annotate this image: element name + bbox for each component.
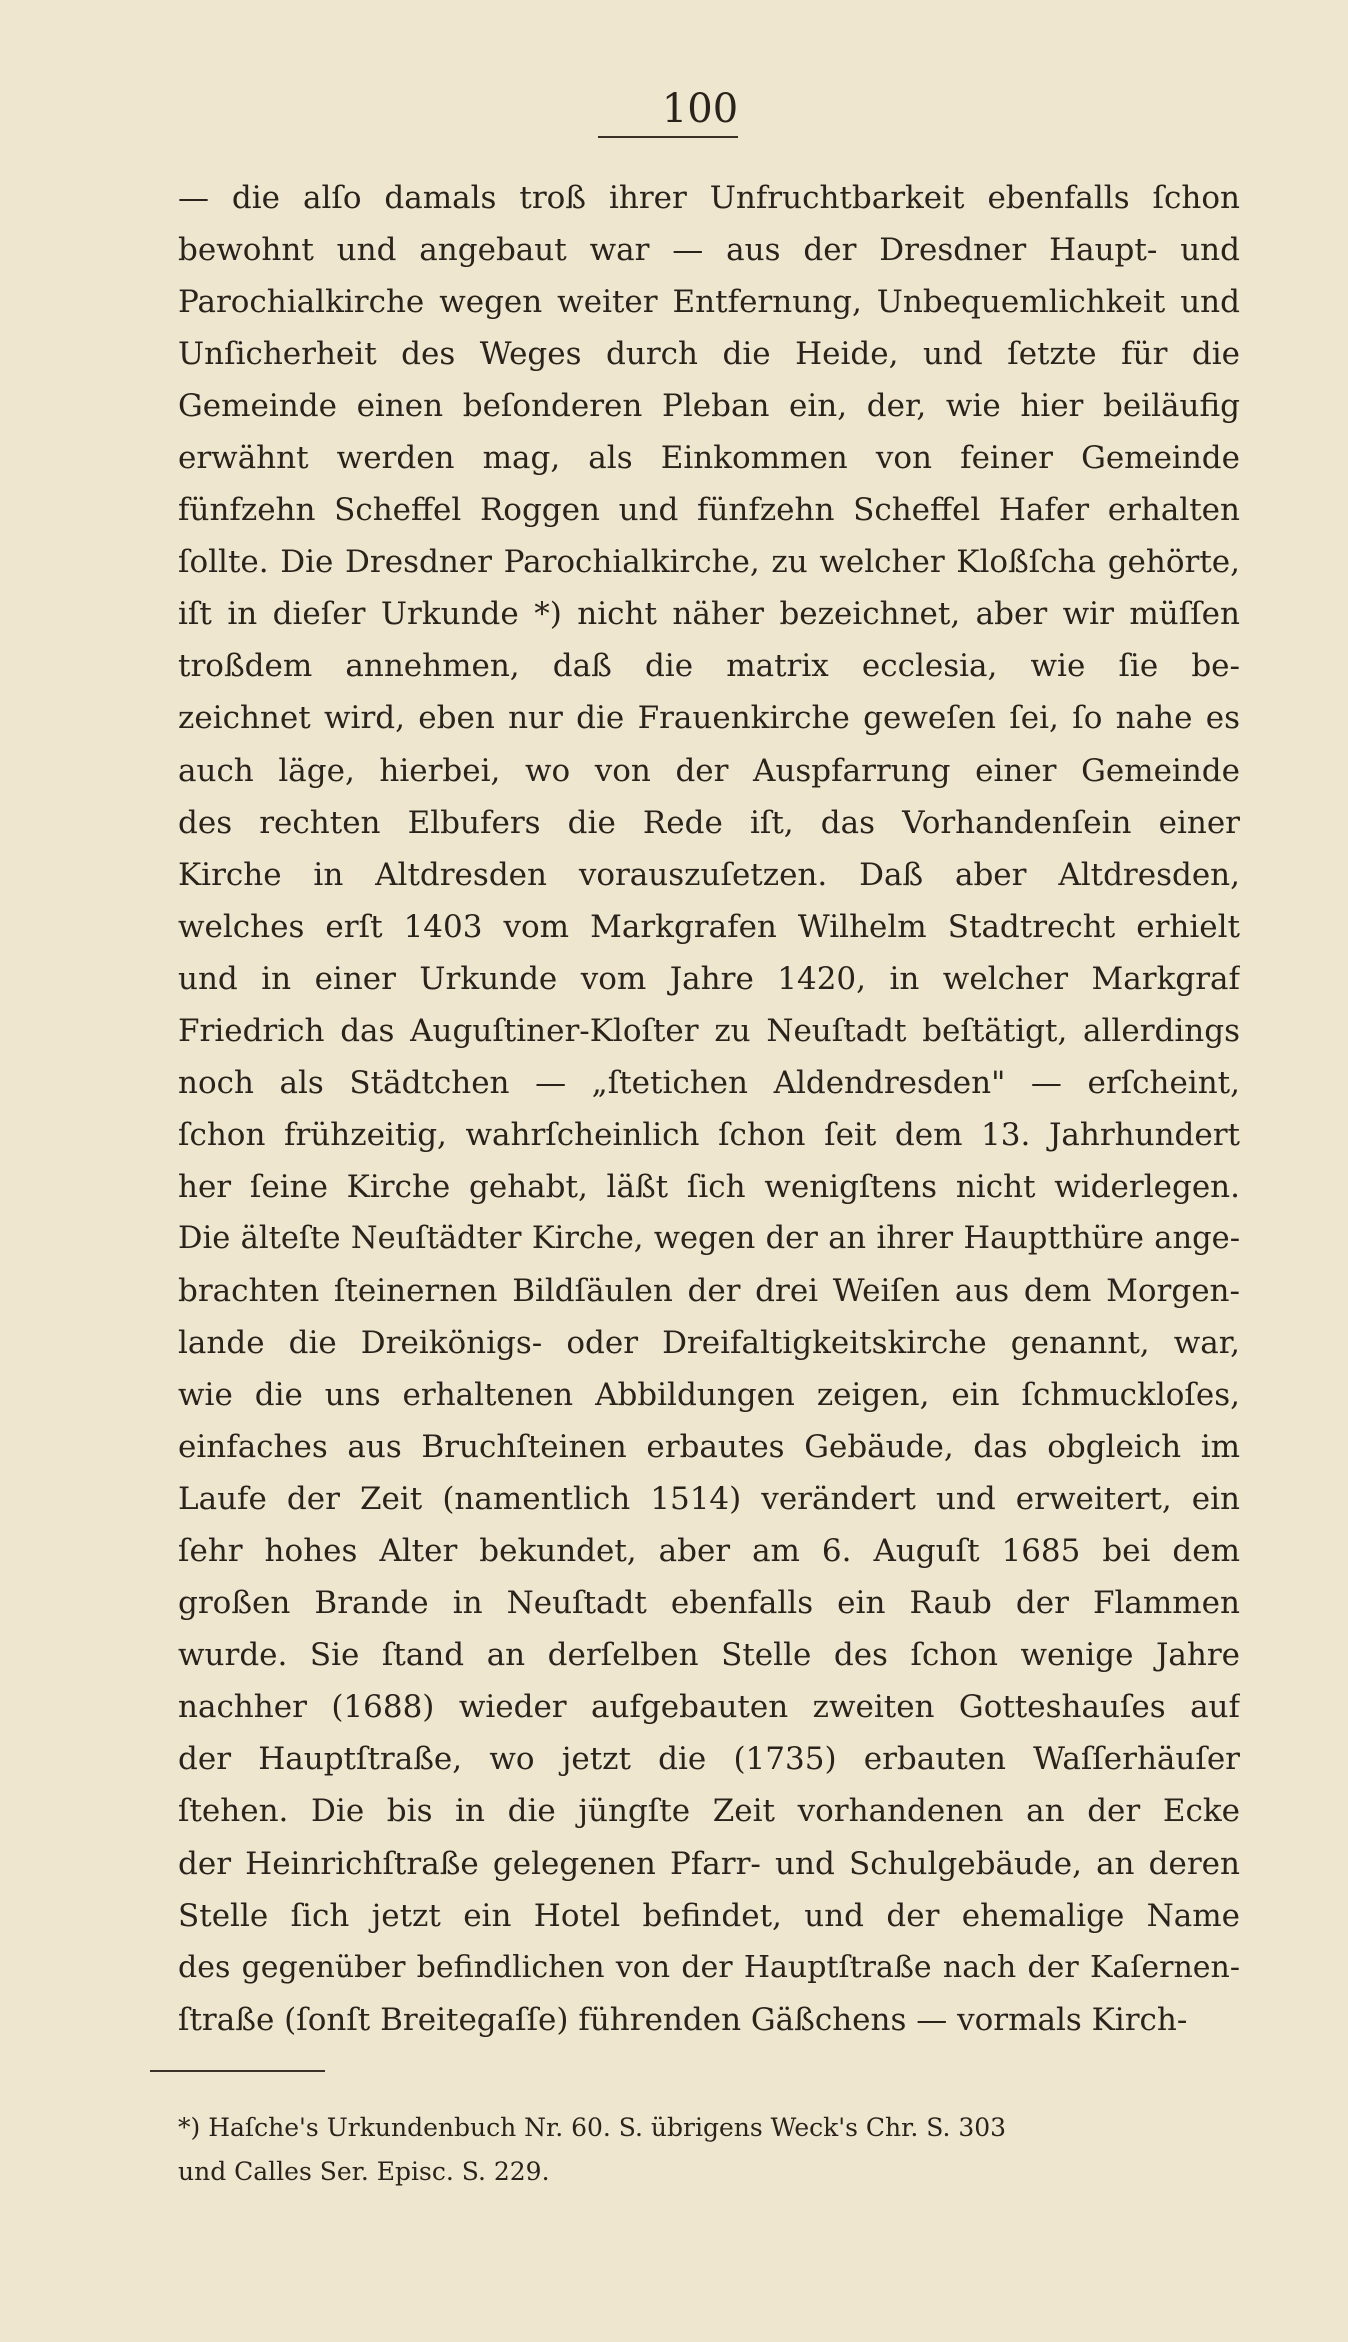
text-line: zeichnet wird, eben nur die Frauenkirche geweſen ſei, ſo nahe es	[178, 700, 1240, 737]
text-line: Friedrich das Auguſtiner-Kloſter zu Neuſtadt beſtätigt, allerdings	[178, 1012, 1240, 1049]
footnote	[178, 2106, 1240, 2194]
text-line: des rechten Elbufers die Rede iſt, das Vorhandenſein einer	[178, 804, 1240, 841]
text-line: wurde. Sie ſtand an derſelben Stelle des ſchon wenige Jahre	[178, 1637, 1240, 1674]
text-line: erwähnt werden mag, als Einkommen von feiner Gemeinde	[178, 440, 1240, 477]
text-line: — die alſo damals troß ihrer Unfruchtbarkeit ebenfalls ſchon	[178, 180, 1240, 216]
text-line: her ſeine Kirche gehabt, läßt ſich wenigſtens nicht widerlegen.	[178, 1168, 1240, 1205]
text-line: fünfzehn Scheffel Roggen und fünfzehn Scheffel Hafer erhalten	[178, 492, 1240, 529]
text-line: ſollte. Die Dresdner Parochialkirche, zu welcher Kloßſcha gehörte,	[178, 544, 1240, 581]
footnote-line: und Calles Ser. Episc. S. 229.	[178, 2157, 550, 2186]
text-line: der Heinrichſtraße gelegenen Pfarr- und Schulgebäude, an deren	[178, 1845, 1240, 1882]
text-line: des gegenüber befindlichen von der Hauptſtraße nach der Kaſernen-	[178, 1949, 1240, 1985]
text-line: der Hauptſtraße, wo jetzt die (1735) erbauten Waſſerhäuſer	[178, 1741, 1240, 1778]
header-rule	[598, 136, 738, 138]
text-line: welches erſt 1403 vom Markgrafen Wilhelm Stadtrecht erhielt	[178, 908, 1240, 945]
text-line: auch läge, hierbei, wo von der Auspfarrung einer Gemeinde	[178, 752, 1240, 789]
text-line: ſehr hohes Alter bekundet, aber am 6. Auguſt 1685 bei dem	[178, 1533, 1240, 1570]
text-line: ſtehen. Die bis in die jüngſte Zeit vorhandenen an der Ecke	[178, 1793, 1240, 1830]
text-line: Unſicherheit des Weges durch die Heide, und ſetzte für die	[178, 336, 1240, 373]
text-line: bewohnt und angebaut war — aus der Dresdner Haupt- und	[178, 232, 1240, 269]
text-line: troßdem annehmen, daß die matrix ecclesia, wie ſie be-	[178, 648, 1240, 685]
text-line: brachten ſteinernen Bildſäulen der drei Weiſen aus dem Morgen-	[178, 1272, 1240, 1309]
text-line: Laufe der Zeit (namentlich 1514) verändert und erweitert, ein	[178, 1481, 1240, 1518]
text-line: noch als Städtchen — „ſtetichen Aldendresden" — erſcheint,	[178, 1064, 1240, 1101]
text-line: ſtraße (ſonſt Breitegaſſe) führenden Gäßchens — vormals Kirch-	[178, 2001, 1188, 2038]
text-line: wie die uns erhaltenen Abbildungen zeigen, ein ſchmuckloſes,	[178, 1377, 1240, 1414]
text-line: Kirche in Altdresden vorauszuſetzen. Daß aber Altdresden,	[178, 856, 1240, 893]
text-line: Parochialkirche wegen weiter Entfernung, Unbequemlichkeit und	[178, 284, 1240, 321]
text-line: großen Brande in Neuſtadt ebenfalls ein Raub der Flammen	[178, 1585, 1240, 1622]
text-line: iſt in dieſer Urkunde *) nicht näher bezeichnet, aber wir müſſen	[178, 596, 1240, 633]
text-line: einfaches aus Bruchſteinen erbautes Gebäude, das obgleich im	[178, 1429, 1240, 1466]
footnote-rule	[150, 2070, 325, 2072]
body-text	[178, 172, 1240, 2046]
text-line: ſchon frühzeitig, wahrſcheinlich ſchon ſeit dem 13. Jahrhundert	[178, 1116, 1240, 1153]
text-line: Stelle ſich jetzt ein Hotel befindet, und der ehemalige Name	[178, 1897, 1240, 1934]
text-line: Die älteſte Neuſtädter Kirche, wegen der an ihrer Hauptthüre ange-	[178, 1220, 1240, 1256]
text-line: nachher (1688) wieder aufgebauten zweiten Gotteshauſes auf	[178, 1689, 1240, 1726]
text-line: und in einer Urkunde vom Jahre 1420, in welcher Markgraf	[178, 960, 1240, 997]
footnote-line: *) Haſche's Urkundenbuch Nr. 60. S. übrigens Weck's Chr. S. 303	[178, 2113, 1007, 2142]
page-number: 100	[661, 86, 739, 132]
text-line: Gemeinde einen beſonderen Pleban ein, der, wie hier beiläufig	[178, 388, 1240, 425]
text-line: lande die Dreikönigs- oder Dreifaltigkeitskirche genannt, war,	[178, 1325, 1240, 1362]
